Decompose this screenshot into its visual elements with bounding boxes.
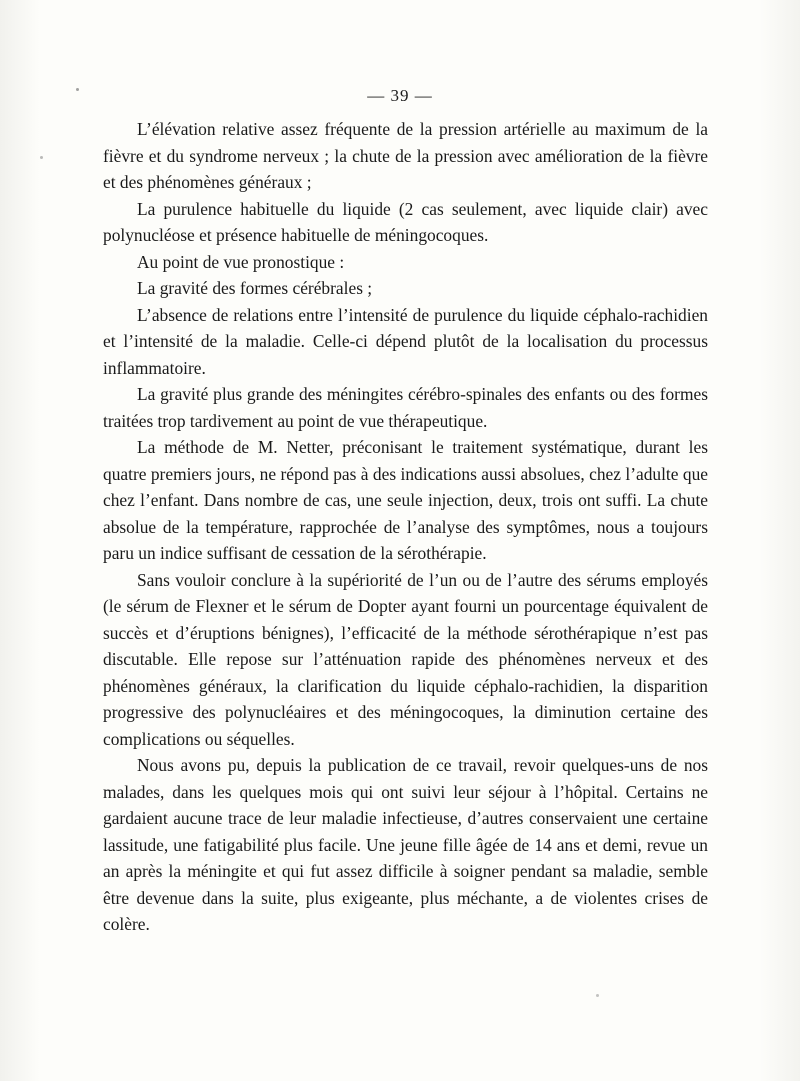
paragraph-absence-relations: L’absence de relations entre l’intensité de purulence du liquide céphalo-rachidien et l’intensité de la maladie. Celle-ci dépend plutôt de la localisation du processus inflammatoire.: [103, 304, 708, 378]
paper-speck: [596, 994, 599, 997]
paragraph-pressure: L’élévation relative assez fréquente de la pression artérielle au maximum de la fièvre et du syndrome nerveux ; la chute de la pression avec amélioration de la fièvre et des phénomènes généraux ;: [103, 119, 708, 192]
paper-speck: [40, 156, 43, 159]
paragraph-prognosis-heading: Au point de vue pronostique :: [137, 251, 345, 272]
paragraph-cerebral-forms: La gravité des formes cérébrales ;: [137, 278, 373, 298]
paragraph-follow-up: Nous avons pu, depuis la publication de ce travail, revoir quelques-uns de nos malades, dans les quelques mois qui ont suivi leur séjour à l’hôpital. Certains ne gardaient aucune trace de leur maladie infectieuse, d’autres conservaient une certaine lassitude, une fatigabilité plus facile. Une jeune fille âgée de 14 ans et demi, revue un an après la méningite et qui fut assez difficile à soigner pendant sa maladie, semble être devenue dans la suite, plus exigeante, plus méchante, a de violentes crises de colère.: [103, 755, 708, 934]
body-text: [103, 116, 708, 938]
paragraph-serum-efficacy: Sans vouloir conclure à la supériorité de l’un ou de l’autre des sérums employés (le sérum de Flexner et le sérum de Dopter ayant fourni un pourcentage équivalent de succès et d’éruptions bénignes), l’efficacité de la méthode sérothérapique n’est pas discutable. Elle repose sur l’atténuation rapide des phénomènes nerveux et des phénomènes généraux, la clarification du liquide céphalo-rachidien, la disparition progressive des polynucléaires et des méningocoques, la diminution certaine des complications ou séquelles.: [103, 569, 708, 749]
paragraph-severity-children: La gravité plus grande des méningites cérébro-spinales des enfants ou des formes traitées trop tardivement au point de vue thérapeutique.: [103, 384, 708, 431]
paragraph-netter-method: La méthode de M. Netter, préconisant le traitement systématique, durant les quatre premiers jours, ne répond pas à des indications aussi absolues, chez l’adulte que chez l’enfant. Dans nombre de cas, une seule injection, deux, trois ont suffi. La chute absolue de la température, rapprochée de l’analyse des symptômes, nous a toujours paru un indice suffisant de cessation de la sérothérapie.: [103, 437, 708, 563]
page-number: — 39 —: [367, 86, 433, 105]
paragraph-purulence: La purulence habituelle du liquide (2 cas seulement, avec liquide clair) avec polynucléose et présence habituelle de méningocoques.: [103, 198, 708, 245]
